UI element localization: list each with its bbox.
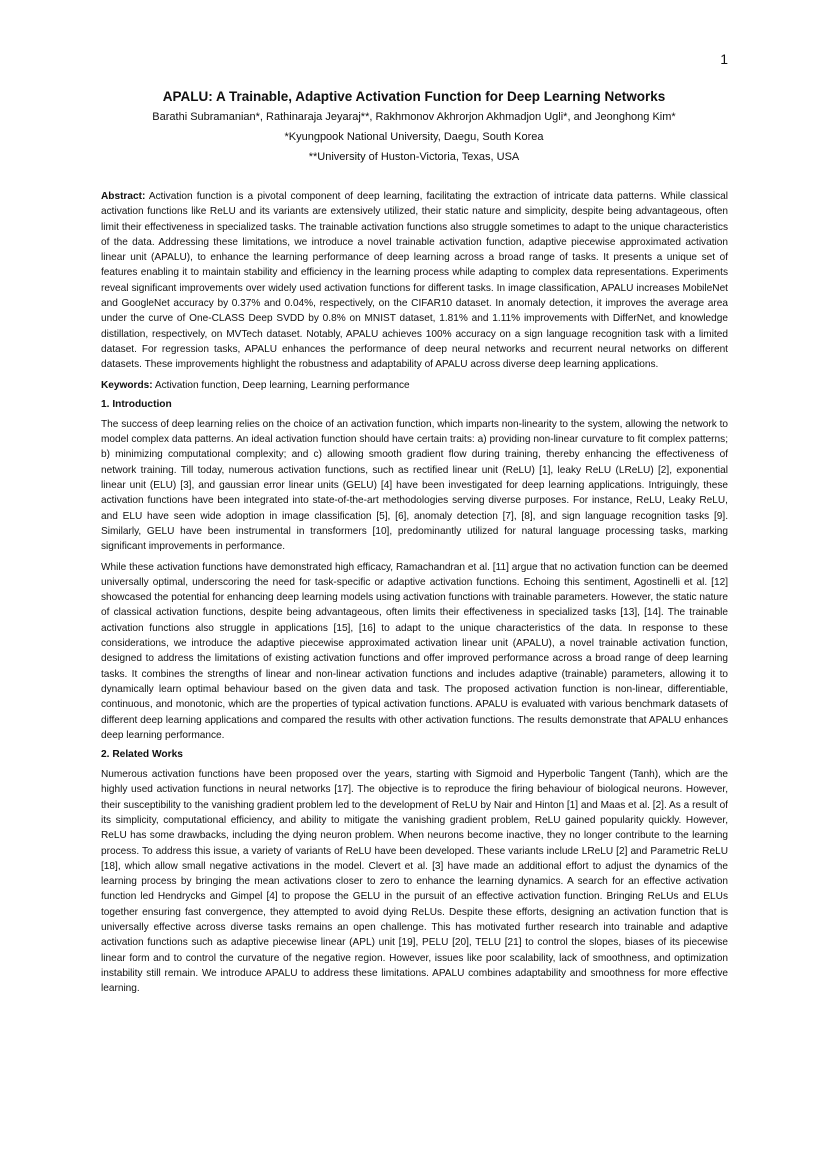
- keywords: [101, 378, 728, 393]
- affiliation-2: **University of Huston-Victoria, Texas, USA: [308, 151, 520, 163]
- body-text: [101, 189, 728, 1002]
- section-heading-related-works: 2. Related Works: [101, 749, 183, 761]
- page-number: 1: [720, 51, 728, 67]
- paper-header: [100, 88, 728, 170]
- keywords-label: Keywords:: [101, 379, 153, 391]
- intro-paragraph: While these activation functions have demonstrated high efficacy, Ramachandran et al. [11] argue that no activation function can be deemed universally optimal, underscoring the need for task-specific or adaptive activation functions. Echoing this sentiment, Agostinelli et al. [12] showcased the potential for enhancing deep learning models using activation functions with trainable parameters. However, the static nature of classical activation functions, despite being advantageous, often limits their effectiveness in specialized tasks [13], [14]. The trainable activation functions also struggle in applications [15], [16] to adapt to the unique characteristics of the data. In response to these considerations, we introduce the adaptive piecewise approximated activation linear unit (APALU), a novel trainable activation function, designed to address the limitations of existing activation functions and offer improved performance across a broad range of deep learning tasks. It combines the strengths of linear and non-linear activation functions and includes adaptive (trainable) parameters, allowing it to dynamically learn optimal behaviour based on the given data and task. The proposed activation function is non-linear, differentiable, continuous, and monotonic, which are the properties of typical activation functions. APALU is evaluated with various benchmark datasets of different deep learning applications and compared the results with other activation functions. The results demonstrate that APALU enhances deep learning performance.: [101, 561, 728, 741]
- author-list: Barathi Subramanian*, Rathinaraja Jeyaraj**, Rakhmonov Akhrorjon Akhmadjon Ugli*, and Jeonghong Kim*: [152, 111, 676, 123]
- paper-title: APALU: A Trainable, Adaptive Activation Function for Deep Learning Networks: [162, 89, 666, 104]
- section-heading-introduction: 1. Introduction: [101, 398, 172, 410]
- intro-paragraph: The success of deep learning relies on the choice of an activation function, which imparts non-linearity to the system, allowing the network to model complex data patterns. An ideal activation function should have certain traits: a) providing non-linear curvature to fit complex patterns; b) minimizing computational complexity; and c) allowing smooth gradient flow during training, thereby enhancing the effectiveness of network training. Till today, numerous activation functions, such as rectified linear unit (ReLU) [1], leaky ReLU (LReLU) [2], exponential linear unit (ELU) [3], and gaussian error linear units (GELU) [4] have been investigated for deep learning applications. Intriguingly, these activation functions have been integrated into state-of-the-art methodologies serving diverse purposes. For instance, ReLU, Leaky ReLU, and ELU have seen wide adoption in image classification [5], [6], anomaly detection [7], [8], and sign language recognition tasks [9]. Similarly, GELU have been instrumental in transformers [10], predominantly utilized for natural language processing tasks, marking significant improvements in performance.: [101, 418, 728, 553]
- affiliation-1: *Kyungpook National University, Daegu, South Korea: [284, 131, 544, 143]
- keywords-text: Activation function, Deep learning, Learning performance: [154, 379, 410, 391]
- related-works-paragraph: Numerous activation functions have been proposed over the years, starting with Sigmoid and Hyperbolic Tangent (Tanh), which are the highly used activation functions in neural networks [17]. The objective is to reproduce the firing behaviour of biological neurons. However, their susceptibility to the vanishing gradient problem led to the development of ReLU by Nair and Hinton [1] and Maas et al. [2]. As a result of its simplicity, computational efficiency, and ability to mitigate the vanishing gradient problem, ReLU gained popularity quickly. However, ReLU has some drawbacks, including the dying neuron problem. When neurons become inactive, they no longer contribute to the learning process. To address this issue, a variety of variants of ReLU have been developed. These variants include LReLU [2] and Parametric ReLU [18], which allow small negative activations in the model. Clevert et al. [3] have made an additional effort to adjust the dynamics of the learning process by bringing the mean activations closer to zero to enhance the learning dynamics. A search for an effective activation function led Hendrycks and Gimpel [4] to propose the GELU in the pursuit of an effective activation function. Bringing ReLUs and ELUs together ensuring fast convergence, they attempted to avoid dying ReLUs. Despite these efforts, designing an activation function that is universally effective across diverse tasks remains an open challenge. This has motivated further research into trainable and adaptive activation functions such as adaptive piecewise linear (APL) unit [19], PELU [20], TELU [21] to control the slopes, biases of its piecewise linear form and to control the curvature of the negative region. However, issues like poor scalability, lack of smoothness, and optimization instability still remain. We introduce APALU to address these limitations. APALU combines adaptability and smoothness for more effective learning.: [101, 769, 728, 995]
- abstract: [101, 189, 728, 373]
- abstract-text: Activation function is a pivotal component of deep learning, facilitating the extraction of intricate data patterns. While classical activation functions like ReLU and its variants are extensively utilized, their static nature and simplicity, despite being advantageous, often limit their effectiveness in specialized tasks. The trainable activation functions also struggle sometimes to adapt to the unique characteristics of the data. Addressing these limitations, we introduce a novel trainable activation function, adaptive piecewise approximated activation linear unit (APALU), to enhance the learning performance of deep learning across a broad range of tasks. It presents a unique set of features enabling it to maintain stability and efficiency in the learning process while adapting to complex data representations. Experiments reveal significant improvements over widely used activation functions for different tasks. In image classification, APALU increases MobileNet and GoogleNet accuracy by 0.37% and 0.04%, respectively, on the CIFAR10 dataset. In anomaly detection, it improves the average area under the curve of One-CLASS Deep SVDD by 0.8% on MNIST dataset, 1.81% and 1.11% improvements with DifferNet, and knowledge distillation, respectively, on MVTech dataset. Notably, APALU achieves 100% accuracy on a sign language recognition task with a limited dataset. For regression tasks, APALU enhances the performance of deep neural networks and recurrent neural networks on different datasets. These improvements highlight the robustness and adaptability of APALU across diverse deep learning applications.: [101, 191, 728, 371]
- abstract-label: Abstract:: [101, 191, 146, 202]
